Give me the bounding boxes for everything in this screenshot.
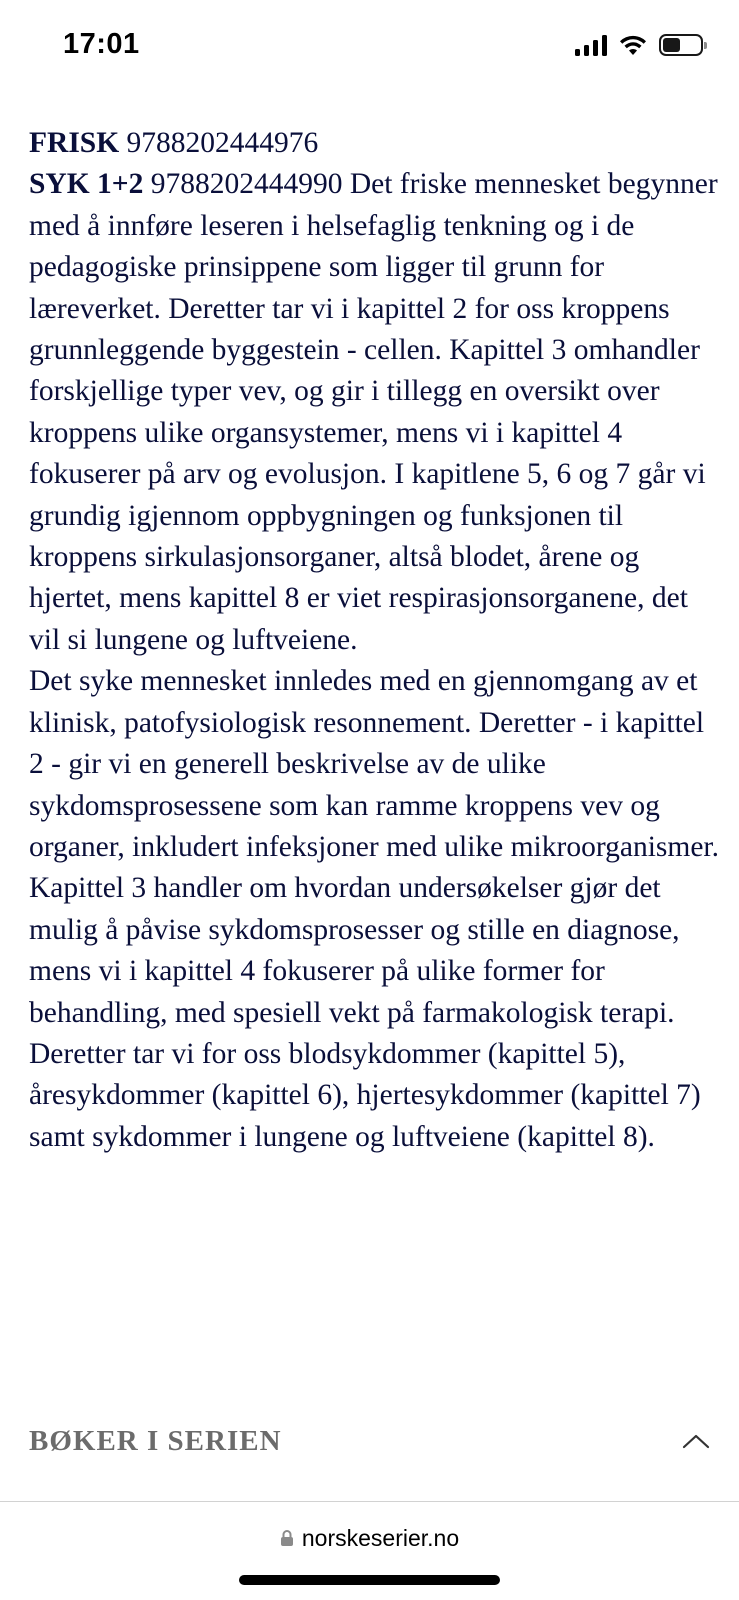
syk-label: SYK 1+2	[29, 168, 144, 201]
divider	[0, 1501, 739, 1502]
home-indicator[interactable]	[239, 1575, 500, 1585]
status-bar	[0, 0, 739, 96]
article-body	[29, 123, 719, 1158]
description-paragraph-1	[29, 164, 719, 661]
wifi-icon	[619, 34, 647, 56]
series-accordion-toggle[interactable]	[29, 1418, 711, 1464]
frisk-isbn: 9788202444976	[126, 127, 319, 159]
status-icons	[575, 34, 703, 56]
lock-icon	[280, 1529, 294, 1547]
syk-isbn: 9788202444990	[150, 168, 343, 201]
paragraph-1-text: Det friske mennesket begynner med å innføre leseren i helsefaglig tenkning og i de pedagogiske prinsippene som ligger til grunn for læreverket. Deretter tar vi i kapittel 2 for oss kroppens grunnleggende byggestein - cellen. Kapittel 3 omhandler forskjellige typer vev, og gir i tillegg en oversikt over kroppens ulike organsystemer, mens vi i kapittel 4 fokuserer på arv og evolusjon. I kapitlene 5, 6 og 7 går vi grundig igjennom oppbygningen og funksjonen til kroppens sirkulasjonsorganer, altså blodet, årene og hjertet, mens kapittel 8 er viet respirasjonsorganene, det vil si lungene og luftveiene.	[29, 168, 718, 656]
cellular-signal-icon	[575, 34, 607, 56]
battery-icon	[659, 34, 703, 56]
description-paragraph-2: Det syke mennesket innledes med en gjennomgang av et klinisk, patofysiologisk resonnement. Deretter - i kapittel 2 - gir vi en generell beskrivelse av de ulike sykdomsprosessene som kan ramme kroppens vev og organer, inkludert infeksjoner med ulike mikroorganismer. Kapittel 3 handler om hvordan undersøkelser gjør det mulig å påvise sykdomsprosesser og stille en diagnose, mens vi i kapittel 4 fokuserer på ulike former for behandling, med spesiell vekt på farmakologisk terapi. Deretter tar vi for oss blodsykdommer (kapittel 5), åresykdommer (kapittel 6), hjertesykdommer (kapittel 7) samt sykdommer i lungene og luftveiene (kapittel 8).	[29, 665, 719, 1153]
url-text[interactable]: norskeserier.no	[301, 1524, 460, 1551]
series-title: BØKER I SERIEN	[29, 1424, 282, 1457]
isbn-line-frisk	[29, 123, 719, 164]
browser-url-bar[interactable]	[0, 1516, 739, 1560]
frisk-label: FRISK	[29, 127, 120, 159]
chevron-up-icon[interactable]	[681, 1426, 711, 1456]
status-time: 17:01	[63, 28, 140, 60]
